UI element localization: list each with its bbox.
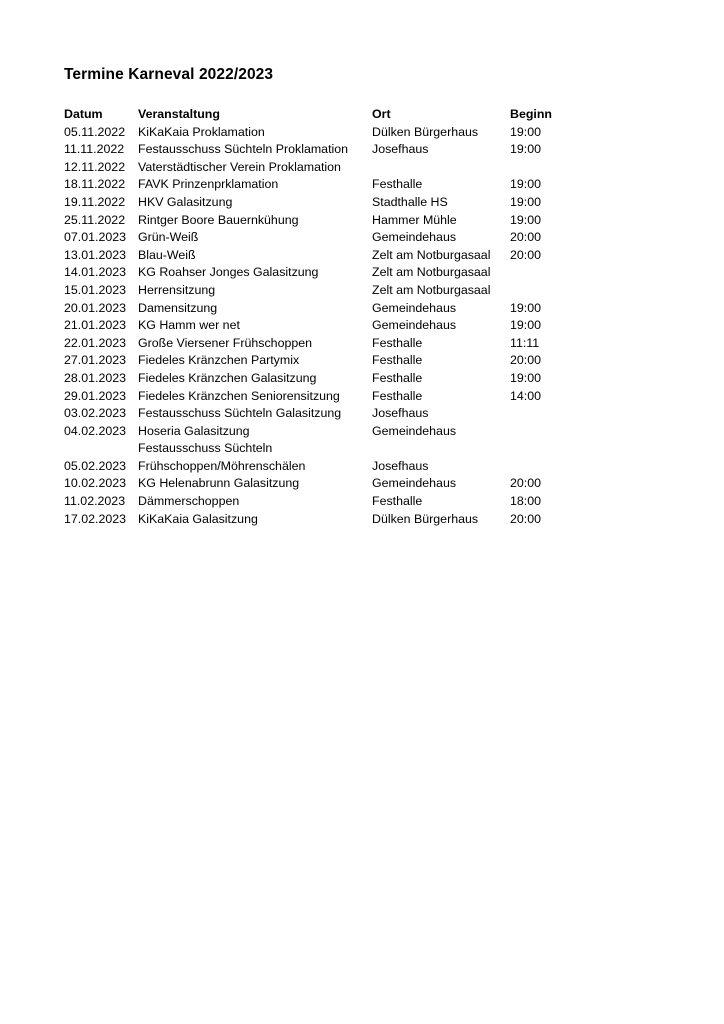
cell-event: Festausschuss Süchteln xyxy=(138,441,273,456)
cell-event: Rintger Boore Bauernkühung xyxy=(138,212,299,227)
table-row xyxy=(64,352,584,370)
cell-place: Stadthalle HS xyxy=(372,194,448,209)
cell-event: KiKaKaia Galasitzung xyxy=(138,511,258,526)
table-row xyxy=(64,282,584,300)
table-row xyxy=(64,247,584,265)
cell-event: Herrensitzung xyxy=(138,282,216,297)
cell-event: Hoseria Galasitzung xyxy=(138,423,250,438)
cell-date: 05.11.2022 xyxy=(64,124,126,139)
cell-date: 10.02.2023 xyxy=(64,476,127,491)
table-header-row xyxy=(64,106,584,124)
cell-time: 20:00 xyxy=(510,230,542,245)
table-row xyxy=(64,212,584,230)
cell-date: 27.01.2023 xyxy=(64,353,127,368)
cell-place: Josefhaus xyxy=(372,458,429,473)
cell-time: 19:00 xyxy=(510,370,542,385)
cell-date: 28.01.2023 xyxy=(64,370,127,385)
cell-event: Damensitzung xyxy=(138,300,218,315)
cell-date: 17.02.2023 xyxy=(64,511,127,526)
cell-place: Festhalle xyxy=(372,177,423,192)
cell-time: 18:00 xyxy=(510,494,542,509)
cell-event: Vaterstädtischer Verein Proklamation xyxy=(138,159,341,174)
cell-date: 21.01.2023 xyxy=(64,318,127,333)
table-row xyxy=(64,405,584,423)
cell-event: Fiedeles Kränzchen Galasitzung xyxy=(138,370,317,385)
table-row xyxy=(64,493,584,511)
table-row xyxy=(64,317,584,335)
table-row xyxy=(64,440,584,458)
cell-time: 20:00 xyxy=(510,476,542,491)
column-header-event: Veranstaltung xyxy=(138,107,220,121)
table-row xyxy=(64,264,584,282)
cell-time: 20:00 xyxy=(510,353,542,368)
cell-place: Festhalle xyxy=(372,353,423,368)
cell-date: 22.01.2023 xyxy=(64,335,127,350)
cell-event: HKV Galasitzung xyxy=(138,194,233,209)
cell-place: Dülken Bürgerhaus xyxy=(372,124,479,139)
cell-place: Zelt am Notburgasaal xyxy=(372,265,491,280)
document-title: Termine Karneval 2022/2023 xyxy=(64,66,274,83)
cell-event: Fiedeles Kränzchen Seniorensitzung xyxy=(138,388,340,403)
cell-event: Dämmerschoppen xyxy=(138,494,240,509)
schedule-table xyxy=(64,106,584,528)
table-row xyxy=(64,141,584,159)
table-row xyxy=(64,159,584,177)
cell-time: 19:00 xyxy=(510,142,542,157)
table-row xyxy=(64,475,584,493)
cell-time: 19:00 xyxy=(510,177,542,192)
cell-event: Fiedeles Kränzchen Partymix xyxy=(138,353,300,368)
table-body xyxy=(64,124,584,529)
cell-date: 11.02.2023 xyxy=(64,494,126,509)
cell-date: 12.11.2022 xyxy=(64,159,126,174)
table-row xyxy=(64,511,584,529)
cell-event: KG Roahser Jonges Galasitzung xyxy=(138,265,319,280)
table-row xyxy=(64,335,584,353)
cell-date: 29.01.2023 xyxy=(64,388,127,403)
cell-date: 04.02.2023 xyxy=(64,423,127,438)
cell-time: 19:00 xyxy=(510,124,542,139)
cell-place: Gemeindehaus xyxy=(372,300,457,315)
cell-date: 07.01.2023 xyxy=(64,230,127,245)
cell-time: 19:00 xyxy=(510,194,542,209)
cell-event: Festausschuss Süchteln Galasitzung xyxy=(138,406,342,421)
cell-place: Gemeindehaus xyxy=(372,423,457,438)
table-row xyxy=(64,423,584,441)
cell-event: KiKaKaia Proklamation xyxy=(138,124,265,139)
cell-place: Josefhaus xyxy=(372,406,429,421)
cell-event: FAVK Prinzenprklamation xyxy=(138,177,279,192)
table-row xyxy=(64,388,584,406)
cell-place: Josefhaus xyxy=(372,142,429,157)
cell-date: 14.01.2023 xyxy=(64,265,127,280)
table-row xyxy=(64,124,584,142)
cell-date: 25.11.2022 xyxy=(64,212,126,227)
cell-time: 11:11 xyxy=(510,335,540,350)
table-row xyxy=(64,229,584,247)
cell-place: Festhalle xyxy=(372,494,423,509)
cell-event: Festausschuss Süchteln Proklamation xyxy=(138,142,349,157)
cell-event: Große Viersener Frühschoppen xyxy=(138,335,313,350)
cell-place: Festhalle xyxy=(372,335,423,350)
cell-event: Blau-Weiß xyxy=(138,247,196,262)
cell-date: 11.11.2022 xyxy=(64,142,125,157)
cell-place: Zelt am Notburgasaal xyxy=(372,282,491,297)
cell-date: 20.01.2023 xyxy=(64,300,127,315)
cell-event: Frühschoppen/Möhrenschälen xyxy=(138,458,306,473)
column-header-place: Ort xyxy=(372,107,391,121)
cell-event: KG Hamm wer net xyxy=(138,318,240,333)
cell-place: Gemeindehaus xyxy=(372,318,457,333)
table-row xyxy=(64,176,584,194)
table-row xyxy=(64,194,584,212)
cell-date: 05.02.2023 xyxy=(64,458,127,473)
cell-place: Hammer Mühle xyxy=(372,212,457,227)
cell-date: 18.11.2022 xyxy=(64,177,126,192)
cell-event: Grün-Weiß xyxy=(138,230,199,245)
column-header-time: Beginn xyxy=(510,107,552,121)
cell-date: 03.02.2023 xyxy=(64,406,127,421)
table-row xyxy=(64,458,584,476)
cell-date: 15.01.2023 xyxy=(64,282,127,297)
cell-time: 19:00 xyxy=(510,300,542,315)
cell-time: 20:00 xyxy=(510,247,542,262)
cell-date: 19.11.2022 xyxy=(64,194,126,209)
cell-place: Dülken Bürgerhaus xyxy=(372,511,479,526)
cell-place: Gemeindehaus xyxy=(372,230,457,245)
table-row xyxy=(64,300,584,318)
cell-date: 13.01.2023 xyxy=(64,247,127,262)
cell-event: KG Helenabrunn Galasitzung xyxy=(138,476,300,491)
column-header-date: Datum xyxy=(64,107,103,121)
cell-time: 19:00 xyxy=(510,318,542,333)
cell-time: 19:00 xyxy=(510,212,542,227)
cell-place: Festhalle xyxy=(372,388,423,403)
cell-time: 14:00 xyxy=(510,388,542,403)
table-row xyxy=(64,370,584,388)
cell-place: Gemeindehaus xyxy=(372,476,457,491)
cell-time: 20:00 xyxy=(510,511,542,526)
cell-place: Festhalle xyxy=(372,370,423,385)
cell-place: Zelt am Notburgasaal xyxy=(372,247,491,262)
